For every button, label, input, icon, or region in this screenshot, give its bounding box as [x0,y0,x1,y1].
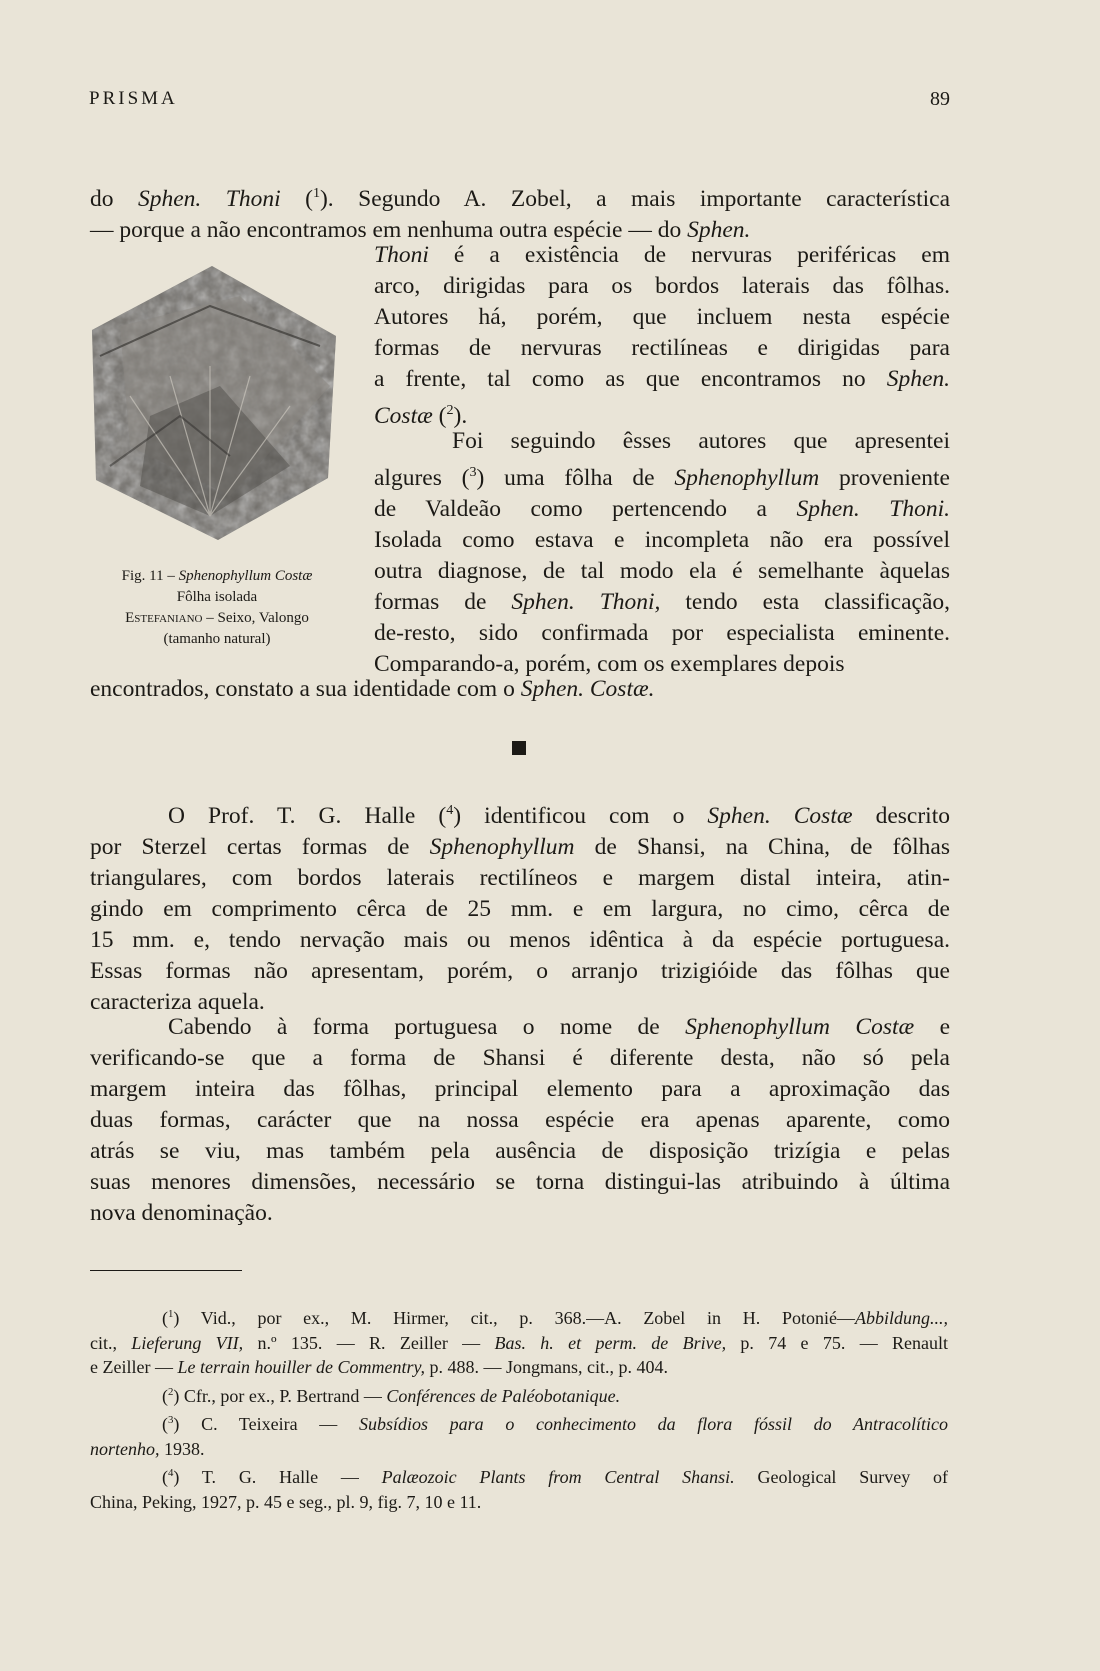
text-line: verificando-se que a forma de Shansi é diferente desta, não só pela [90,1045,950,1071]
text-line: gindo em comprimento cêrca de 25 mm. e em largura, no cimo, cêrca de [90,895,950,922]
text-line: suas menores dimensões, necessário se torna distingui-las atribuindo à última [90,1169,950,1195]
text-line: Autores há, porém, que incluem nesta espécie [374,304,950,330]
footnote-line: ($^2$) Cfr., por ex., P. Bertrand — Conférences de Paléobotanique. [162,1385,621,1406]
para2-wrap [374,426,950,680]
fossil-leaf-photo [90,266,344,542]
caption-line: (tamanho natural) [163,631,271,647]
text-line: por Sterzel certas formas de Sphenophyllum de Shansi, na China, de fôlhas [90,833,950,860]
text-line: Foi seguindo êsses autores que apresentei [452,428,950,454]
text-line: Comparando-a, porém, com os exemplares depois [374,650,845,677]
para4 [90,1012,950,1229]
footnote-line: China, Peking, 1927, p. 45 e seg., pl. 9, fig. 7, 10 e 11. [90,1491,482,1512]
text-line: outra diagnose, de tal modo ela é semelhante àquelas [374,557,950,584]
para1-wrap [374,240,950,432]
page-number: 89 [930,88,950,110]
text-line: O Prof. T. G. Halle ($^4$) identificou com o Sphen. Costæ descrito [168,802,950,829]
footnote-line: ($^4$) T. G. Halle — Palæozoic Plants from Central Shansi. Geological Survey of [162,1467,948,1487]
text-line: duas formas, carácter que na nossa espécie era apenas aparente, como [90,1107,950,1133]
footnote-rule [90,1270,242,1271]
text-line: de-resto, sido confirmada por especialista eminente. [374,619,950,646]
footnote-line: e Zeiller — Le terrain houiller de Commentry, p. 488. — Jongmans, cit., p. 404. [90,1357,668,1377]
text-line: de Valdeão como pertencendo a Sphen. Thoni. [374,495,950,522]
para2-full [90,674,950,705]
text-line: atrás se viu, mas também pela ausência de disposição trizígia e pelas [90,1138,950,1164]
caption-line: Fôlha isolada [176,589,258,605]
para1-full [90,178,950,246]
text-line: Essas formas não apresentam, porém, o arranjo trizigióide das fôlhas que [90,957,950,984]
journal-title: PRISMA [89,88,178,109]
text-line: encontrados, constato a sua identidade com o Sphen. Costæ. [90,676,655,702]
text-line: margem inteira das fôlhas, principal elemento para a aproximação das [90,1076,950,1102]
text-line: 15 mm. e, tendo nervação mais ou menos idêntica à da espécie portuguesa. [90,926,950,953]
text-line: a frente, tal como as que encontramos no Sphen. [374,366,950,392]
section-separator [512,741,526,755]
text-line: arco, dirigidas para os bordos laterais das fôlhas. [374,273,950,299]
text-line: triangulares, com bordos laterais rectilíneos e margem distal inteira, atin- [90,864,950,891]
text-line: formas de nervuras rectilíneas e dirigidas para [374,335,950,361]
figure-caption [82,566,352,650]
text-line: Cabendo à forma portuguesa o nome de Sphenophyllum Costæ e [168,1014,950,1040]
para3 [90,795,950,1018]
caption-line: Estefaniano – Seixo, Valongo [125,610,309,626]
text-line: do Sphen. Thoni ($^1$). Segundo A. Zobel, a mais importante característica [90,185,951,212]
caption-line: Fig. 11 – Sphenophyllum Costæ [121,568,313,584]
text-line: Isolada como estava e incompleta não era possível [374,526,950,553]
footnote-line: cit., Lieferung VII, n.º 135. — R. Zeiller — Bas. h. et perm. de Brive, p. 74 e 75. — Renault [90,1332,949,1353]
footnote-line: nortenho, 1938. [90,1438,205,1459]
footnote-line: ($^1$) Vid., por ex., M. Hirmer, cit., p. 368.—A. Zobel in H. Potonié—Abbildung..., [162,1308,948,1328]
text-line: Costæ ($^2$). [374,402,468,429]
text-line: Thoni é a existência de nervuras periféricas em [374,242,950,268]
text-line: algures ($^3$) uma fôlha de Sphenophyllum proveniente [374,464,950,491]
footnote-line: ($^3$) C. Teixeira — Subsídios para o conhecimento da flora fóssil do Antracolítico [162,1414,948,1434]
running-head [89,88,950,110]
text-line: nova denominação. [90,1200,273,1226]
footnotes [90,1302,948,1514]
text-line: caracteriza aquela. [90,988,265,1015]
text-line: — porque a não encontramos em nenhuma outra espécie — do Sphen. [90,216,751,243]
text-line: formas de Sphen. Thoni, tendo esta classificação, [374,588,951,615]
